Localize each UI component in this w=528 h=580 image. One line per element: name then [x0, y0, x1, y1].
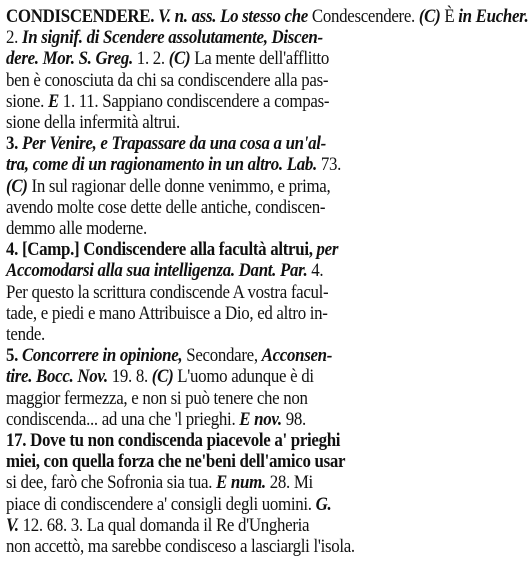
entry-text-segment: demmo alle moderne.: [6, 218, 147, 239]
entry-text-segment: non accettò, ma sarebbe condisceso a lasciargli l'isola.: [6, 536, 355, 557]
entry-line: [6, 533, 409, 560]
entry-text-segment: 5.: [6, 345, 22, 367]
entry-text-segment: 98.: [281, 408, 306, 430]
entry-text-segment: maggior fermezza, e non si può tenere che non: [6, 387, 308, 409]
entry-text-segment: avendo molte cose dette delle antiche, condiscen-: [6, 196, 326, 218]
entry-text-segment: (C): [6, 175, 28, 197]
entry-text-segment: 12. 68. 3. La qual domanda il Re d'Ungheria: [18, 514, 310, 536]
entry-text-segment: V.: [6, 514, 19, 536]
entry-text-segment: (C): [151, 366, 174, 388]
entry-text-segment: si dee, farò che Sofronia sia tua.: [6, 472, 217, 494]
entry-text-segment: tire. Bocc. Nov.: [6, 366, 108, 388]
entry-text-segment: E nov.: [239, 408, 282, 430]
entry-text-segment: In signif. di Scendere assolutamente, Discen-: [21, 27, 323, 49]
entry-text-segment: 1. 2.: [132, 48, 169, 70]
entry-text-segment: sione della infermità altrui.: [6, 112, 180, 133]
entry-text-segment: 19. 8.: [107, 366, 152, 388]
entry-text-segment: G.: [315, 493, 332, 515]
entry-text-segment: 1. 11. Sappiano condiscendere a compas-: [58, 90, 330, 112]
entry-text-segment: E: [47, 90, 59, 112]
entry-text-segment: piace di condiscendere a' consigli degli uomini.: [6, 493, 316, 515]
entry-text-segment: Condescendere.: [307, 6, 419, 27]
entry-text-segment: sione.: [6, 90, 48, 112]
entry-text-segment: E num.: [216, 472, 266, 494]
entry-text-segment: 3.: [6, 133, 22, 155]
entry-text-segment: La mente dell'afflitto: [190, 48, 329, 70]
entry-text-segment: condiscenda... ad una che 'l prieghi.: [6, 408, 240, 430]
entry-text-segment: Concorrere in opinione,: [21, 345, 183, 367]
entry-text-segment: 73.: [316, 154, 342, 176]
entry-text-segment: dere. Mor. S. Greg.: [6, 48, 133, 70]
entry-text-segment: per: [316, 239, 339, 261]
entry-text-segment: 17. Dove tu non condiscenda piacevole a' prieghi: [6, 430, 341, 451]
entry-text-segment: tade, e piedi e mano Attribuisce a Dio, ed altro in-: [6, 302, 328, 324]
entry-text-segment: 28. Mi: [265, 472, 313, 494]
entry-text-segment: È: [440, 6, 459, 27]
entry-text-segment: (C): [168, 48, 191, 70]
entry-text-segment: 4. [Camp.] Condiscendere alla facultà altrui,: [6, 239, 317, 261]
entry-text-segment: Accomodarsi alla sua intelligenza. Dant. Par.: [6, 260, 308, 282]
entry-text-segment: Acconsen-: [261, 345, 333, 367]
entry-text-segment: miei, con quella forza che ne'beni dell'amico usar: [6, 451, 346, 473]
entry-text-segment: Per questo la scrittura condiscende A vostra facul-: [6, 281, 329, 303]
entry-text-segment: tende.: [6, 324, 45, 345]
entry-text-segment: tra, come di un ragionamento in un altro. Lab.: [6, 154, 317, 176]
entry-text-segment: Per Venire, e Trapassare da una cosa a un'al-: [21, 133, 326, 155]
entry-text-segment: V. n. ass. Lo stesso che: [158, 6, 308, 27]
entry-text-segment: In sul ragionar delle donne venimmo, e prima,: [27, 175, 331, 197]
entry-text-segment: 4.: [307, 260, 324, 282]
entry-text-segment: (C): [418, 6, 441, 27]
entry-text-segment: ben è conosciuta da chi sa condiscendere alla pas-: [6, 69, 329, 91]
entry-text-segment: 2.: [6, 27, 22, 49]
entry-text-segment: in Eucher.: [458, 6, 528, 27]
entry-text-segment: L'uomo adunque è di: [173, 366, 314, 388]
entry-text-segment: CONDISCENDERE.: [6, 6, 155, 27]
entry-text-segment: Secondare,: [182, 345, 262, 367]
